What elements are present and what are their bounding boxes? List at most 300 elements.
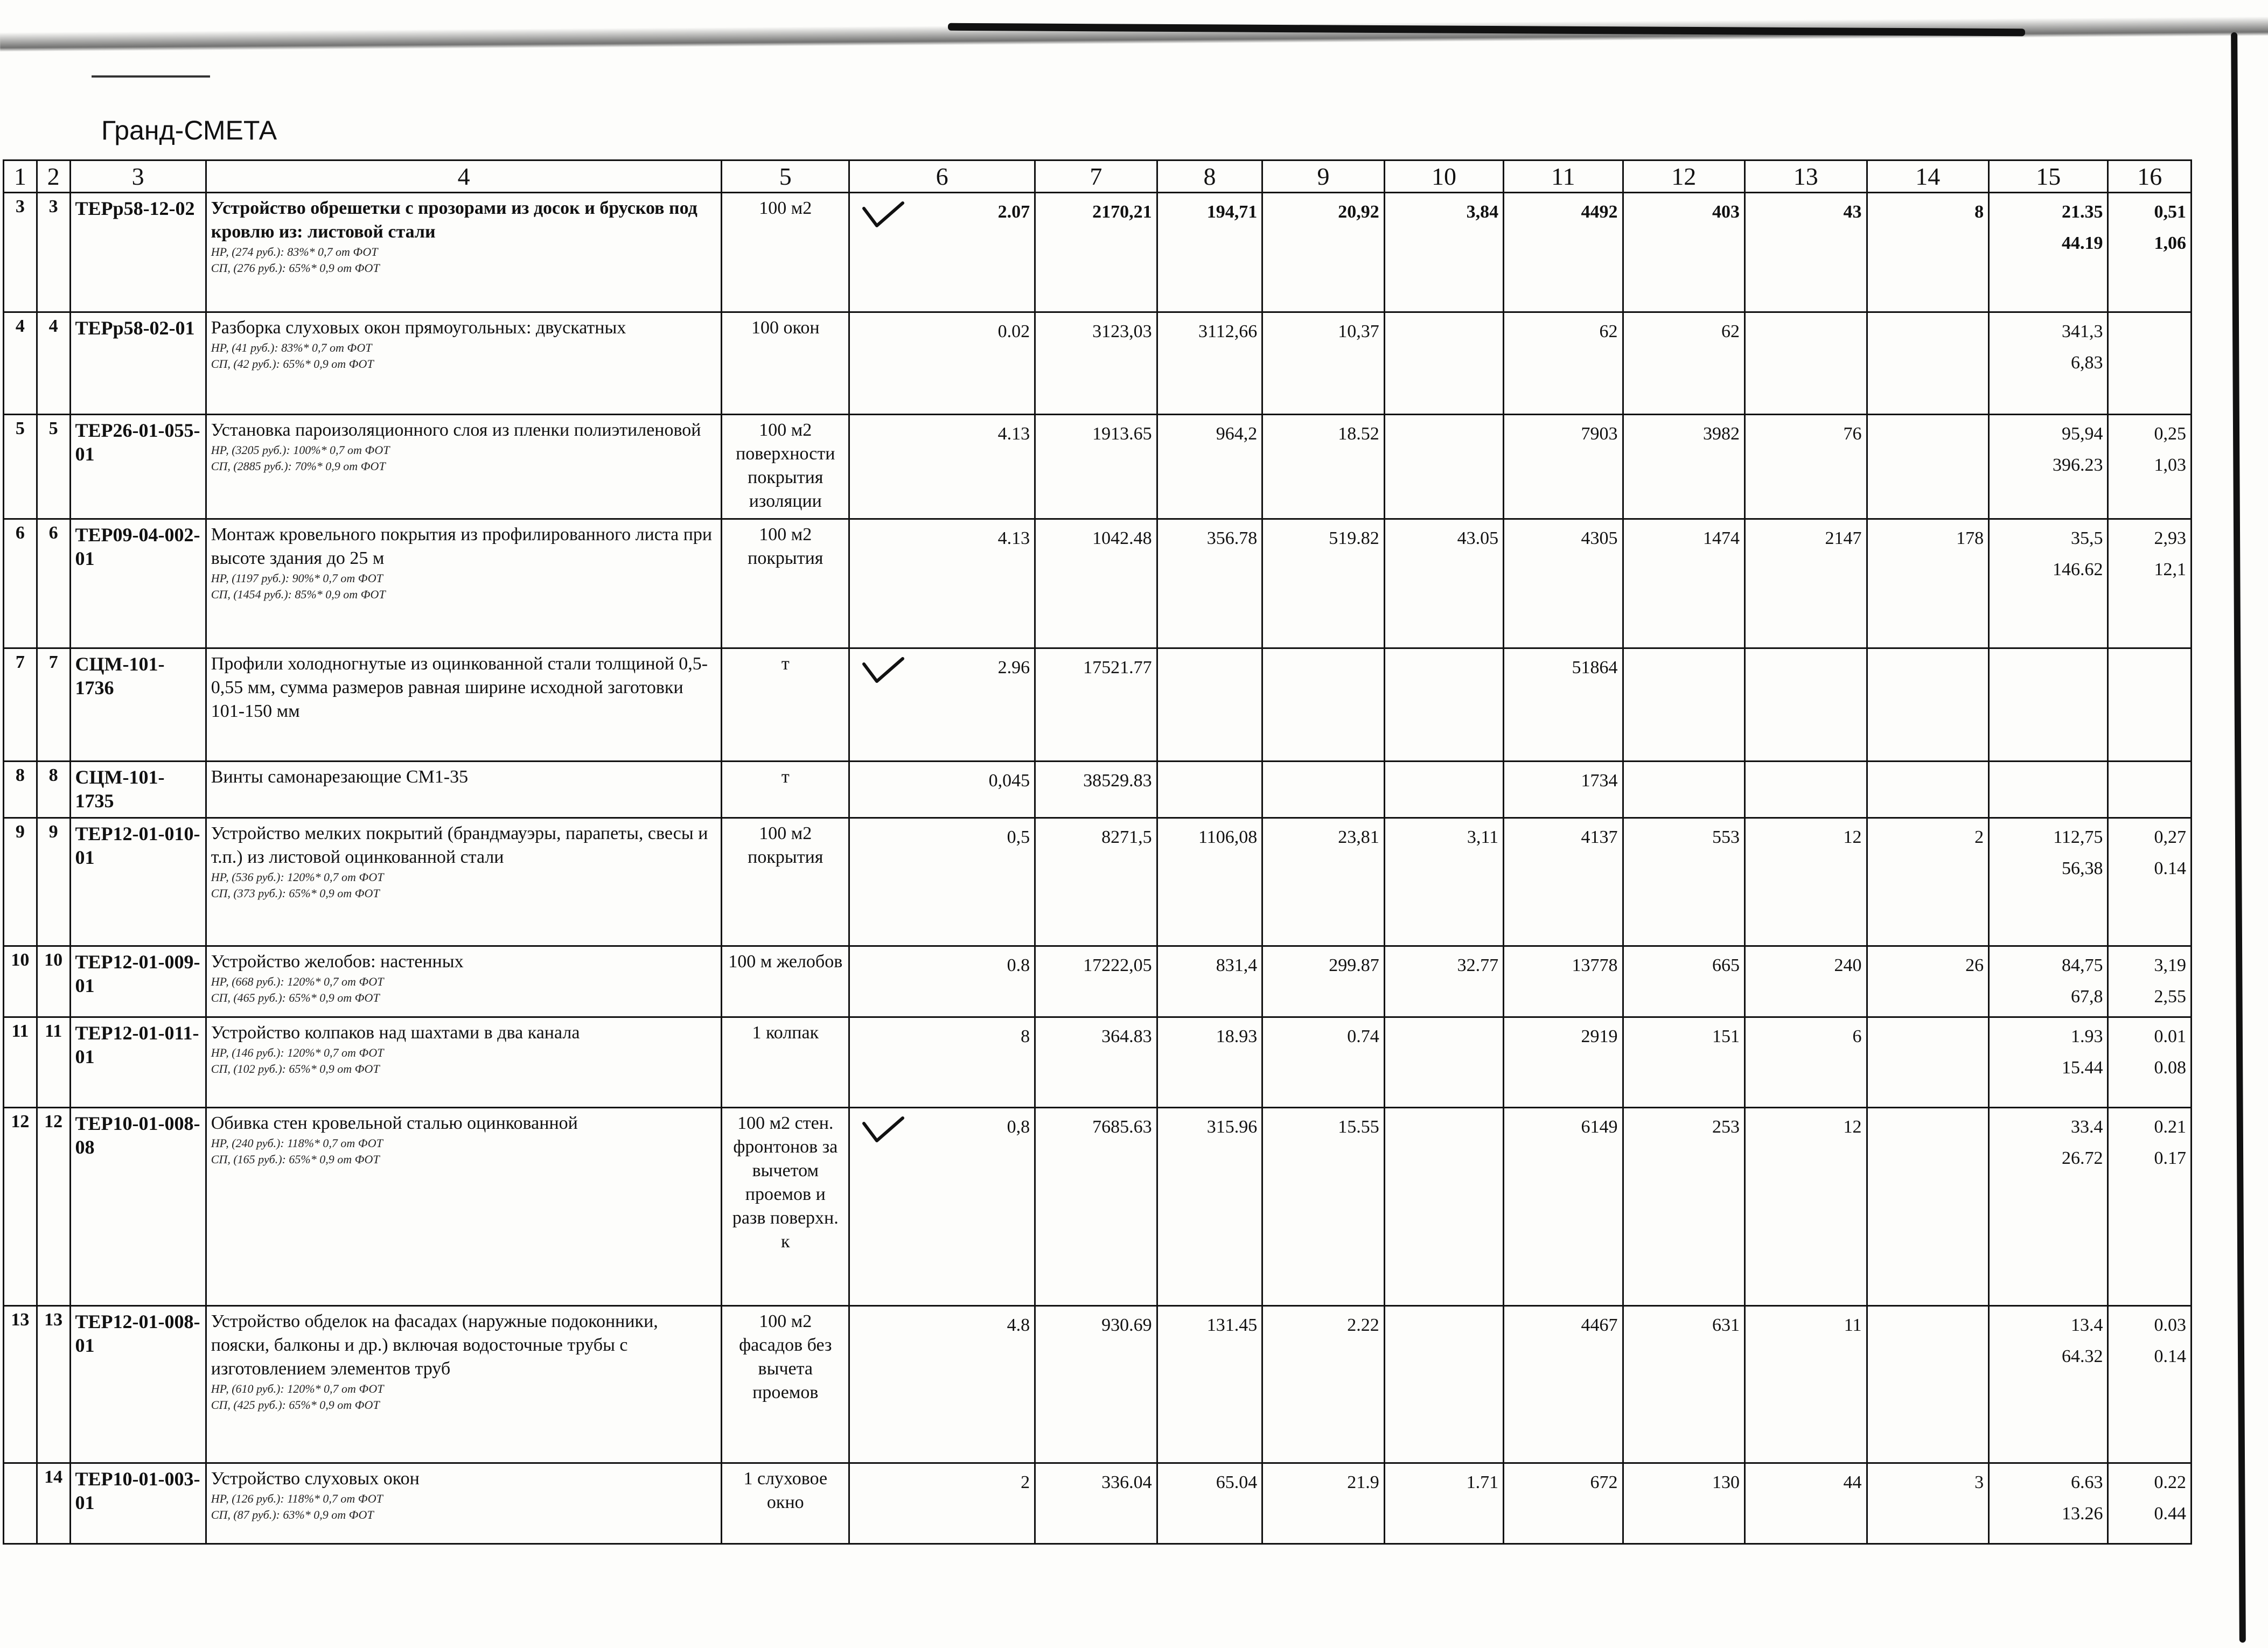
total-wages-cell [1745,648,1867,762]
column-header-4: 4 [206,160,722,193]
row-index-cell: 6 [4,519,37,648]
unit-driver-wages-cell [1384,415,1503,519]
machinist-hours-value: 0,25 [2154,424,2186,444]
check-mark-icon [862,1116,905,1146]
work-description: Монтаж кровельного покрытия из профилированного листа при высоте здания до 25 м [211,525,713,568]
machinist-hours-value: 0.14 [2154,1346,2186,1366]
total-cost-cell: 1734 [1504,762,1623,818]
rate-code-cell: ТЕР10-01-003-01 [70,1463,206,1544]
unit-machines-cell: 831,4 [1157,946,1262,1017]
total-driver-wages-cell: 26 [1867,946,1989,1017]
unit-driver-wages-cell [1384,1306,1503,1463]
quantity-cell [849,519,1035,648]
quantity-value: 2.07 [997,202,1030,222]
row-index-cell: 11 [4,1017,37,1108]
row-index-cell: 10 [4,946,37,1017]
quantity-value: 0.02 [997,322,1030,341]
row-index-cell: 8 [4,762,37,818]
work-description-cell [206,193,722,312]
unit-cell: 1 колпак [722,1017,849,1108]
labor-hours-cell [1989,1017,2108,1108]
unit-price-cell: 17222,05 [1035,946,1157,1017]
total-wages-cell: 76 [1745,415,1867,519]
unit-cell: 100 м2 [722,193,849,312]
overhead-note: СП, (2885 руб.): 70%* 0,9 от ФОТ [211,459,386,473]
unit-driver-wages-cell: 43.05 [1384,519,1503,648]
labor-hours-cell [1989,193,2108,312]
machinist-hours-value: 0,51 [2154,202,2186,222]
row-index-cell: 3 [4,193,37,312]
column-header-14: 14 [1867,160,1989,193]
labor-hours-cell [1989,415,2108,519]
machinist-hours-value: 0.01 [2154,1026,2186,1046]
column-header-12: 12 [1623,160,1745,193]
unit-machines-cell: 315.96 [1157,1108,1262,1306]
unit-machines-cell: 194,71 [1157,193,1262,312]
overhead-note: НР, (240 руб.): 118%* 0,7 от ФОТ [211,1136,383,1150]
table-row [4,946,2192,1017]
unit-cell: 1 слуховое окно [722,1463,849,1544]
column-header-7: 7 [1035,160,1157,193]
overhead-note: НР, (610 руб.): 120%* 0,7 от ФОТ [211,1382,384,1395]
machinist-hours-value: 0.44 [2154,1504,2186,1524]
unit-wages-cell: 519.82 [1262,519,1385,648]
table-row [4,1017,2192,1108]
labor-hours-value: 1.93 [2070,1026,2103,1046]
machinist-hours-value: 0.14 [2154,858,2186,878]
machinist-hours-value: 2,55 [2154,987,2186,1007]
labor-hours-cell [1989,818,2108,946]
unit-machines-cell: 3112,66 [1157,312,1262,415]
unit-driver-wages-cell [1384,648,1503,762]
total-cost-cell: 2919 [1504,1017,1623,1108]
machinist-hours-value: 2,93 [2154,528,2186,548]
unit-driver-wages-cell [1384,762,1503,818]
machinist-hours-cell [2108,193,2192,312]
unit-price-cell: 7685.63 [1035,1108,1157,1306]
overhead-note: НР, (41 руб.): 83%* 0,7 от ФОТ [211,341,372,354]
unit-machines-cell [1157,762,1262,818]
quantity-cell [849,1108,1035,1306]
rate-code-cell: СЦМ-101-1735 [70,762,206,818]
total-driver-wages-cell: 8 [1867,193,1989,312]
unit-price-cell: 3123,03 [1035,312,1157,415]
unit-wages-cell: 20,92 [1262,193,1385,312]
item-number-cell: 5 [37,415,70,519]
labor-hours-value: 15.44 [2061,1058,2103,1078]
quantity-cell [849,193,1035,312]
column-header-3: 3 [70,160,206,193]
work-description: Устройство колпаков над шахтами в два канала [211,1023,580,1043]
machinist-hours-cell [2108,648,2192,762]
rate-code-cell: ТЕР12-01-008-01 [70,1306,206,1463]
quantity-cell [849,312,1035,415]
total-machines-cell: 3982 [1623,415,1745,519]
labor-hours-value: 341,3 [2061,322,2103,341]
quantity-cell [849,1017,1035,1108]
overhead-note: СП, (465 руб.): 65%* 0,9 от ФОТ [211,991,380,1004]
work-description: Установка пароизоляционного слоя из пленки полиэтиленовой [211,420,701,440]
total-cost-cell: 13778 [1504,946,1623,1017]
unit-cell: 100 м желобов [722,946,849,1017]
unit-price-cell: 336.04 [1035,1463,1157,1544]
quantity-value: 4.13 [997,528,1030,548]
table-row [4,415,2192,519]
quantity-value: 0,5 [1007,827,1030,847]
work-description-cell [206,1108,722,1306]
total-wages-cell: 12 [1745,1108,1867,1306]
total-cost-cell: 6149 [1504,1108,1623,1306]
unit-driver-wages-cell [1384,1017,1503,1108]
column-header-10: 10 [1384,160,1503,193]
table-row [4,1306,2192,1463]
work-description: Устройство мелких покрытий (брандмауэры, парапеты, свесы и т.п.) из листовой оцинкованной стали [211,823,708,867]
unit-price-cell: 17521.77 [1035,648,1157,762]
work-description-cell [206,762,722,818]
labor-hours-value: 56,38 [2061,858,2103,878]
machinist-hours-value: 3,19 [2154,955,2186,975]
item-number-cell: 10 [37,946,70,1017]
unit-cell: 100 м2 покрытия [722,818,849,946]
overhead-note: НР, (536 руб.): 120%* 0,7 от ФОТ [211,870,384,884]
labor-hours-value: 21.35 [2061,202,2103,222]
total-wages-cell: 11 [1745,1306,1867,1463]
quantity-value: 2.96 [997,658,1030,678]
table-row [4,193,2192,312]
rate-code-cell: ТЕР26-01-055-01 [70,415,206,519]
machinist-hours-value: 0.03 [2154,1315,2186,1335]
work-description: Устройство обрешетки с прозорами из досок и брусков под кровлю из: листовой стали [211,198,697,242]
overhead-note: СП, (42 руб.): 65%* 0,9 от ФОТ [211,357,374,371]
machinist-hours-cell [2108,415,2192,519]
total-wages-cell [1745,312,1867,415]
item-number-cell: 6 [37,519,70,648]
total-driver-wages-cell [1867,1306,1989,1463]
work-description: Устройство желобов: настенных [211,952,464,972]
table-row [4,818,2192,946]
quantity-cell [849,1463,1035,1544]
overhead-note: СП, (1454 руб.): 85%* 0,9 от ФОТ [211,588,386,601]
overhead-note: СП, (373 руб.): 65%* 0,9 от ФОТ [211,886,380,900]
total-driver-wages-cell [1867,762,1989,818]
machinist-hours-value: 12,1 [2154,560,2186,579]
quantity-cell [849,415,1035,519]
total-driver-wages-cell: 2 [1867,818,1989,946]
labor-hours-value: 84,75 [2061,955,2103,975]
total-driver-wages-cell [1867,1108,1989,1306]
unit-price-cell: 930.69 [1035,1306,1157,1463]
row-index-cell [4,1463,37,1544]
overhead-note: НР, (274 руб.): 83%* 0,7 от ФОТ [211,245,378,259]
total-cost-cell: 4137 [1504,818,1623,946]
overhead-note: НР, (3205 руб.): 100%* 0,7 от ФОТ [211,443,390,457]
overhead-note: СП, (102 руб.): 65%* 0,9 от ФОТ [211,1062,380,1076]
unit-wages-cell: 0.74 [1262,1017,1385,1108]
work-description-cell [206,415,722,519]
unit-cell: 100 м2 фасадов без вычета проемов [722,1306,849,1463]
overhead-note: НР, (146 руб.): 120%* 0,7 от ФОТ [211,1046,384,1059]
unit-price-cell: 1042.48 [1035,519,1157,648]
machinist-hours-cell [2108,1463,2192,1544]
column-header-15: 15 [1989,160,2108,193]
rate-code-cell: ТЕРр58-02-01 [70,312,206,415]
unit-price-cell: 38529.83 [1035,762,1157,818]
rate-code-cell: ТЕРр58-12-02 [70,193,206,312]
total-wages-cell: 44 [1745,1463,1867,1544]
column-header-9: 9 [1262,160,1385,193]
machinist-hours-cell [2108,519,2192,648]
quantity-cell [849,946,1035,1017]
overhead-note: СП, (165 руб.): 65%* 0,9 от ФОТ [211,1153,380,1166]
labor-hours-value: 112,75 [2053,827,2103,847]
unit-wages-cell [1262,648,1385,762]
quantity-value: 4.13 [997,424,1030,444]
column-number-row [4,160,2192,193]
item-number-cell: 4 [37,312,70,415]
total-wages-cell: 12 [1745,818,1867,946]
work-description-cell [206,312,722,415]
column-header-2: 2 [37,160,70,193]
item-number-cell: 8 [37,762,70,818]
unit-driver-wages-cell: 32.77 [1384,946,1503,1017]
overhead-note: НР, (1197 руб.): 90%* 0,7 от ФОТ [211,571,383,585]
overhead-note: СП, (425 руб.): 65%* 0,9 от ФОТ [211,1398,380,1412]
column-header-5: 5 [722,160,849,193]
unit-machines-cell: 964,2 [1157,415,1262,519]
machinist-hours-cell [2108,1108,2192,1306]
machinist-hours-cell [2108,312,2192,415]
machinist-hours-value: 1,06 [2154,233,2186,253]
rate-code-cell: ТЕР12-01-010-01 [70,818,206,946]
row-index-cell: 13 [4,1306,37,1463]
unit-cell: т [722,762,849,818]
table-row [4,312,2192,415]
item-number-cell: 14 [37,1463,70,1544]
overhead-note: СП, (276 руб.): 65%* 0,9 от ФОТ [211,261,380,275]
table-row [4,762,2192,818]
unit-price-cell: 364.83 [1035,1017,1157,1108]
total-machines-cell: 130 [1623,1463,1745,1544]
table-row [4,519,2192,648]
labor-hours-value: 13.26 [2061,1504,2103,1524]
labor-hours-cell [1989,519,2108,648]
total-driver-wages-cell [1867,312,1989,415]
row-index-cell: 5 [4,415,37,519]
table-row [4,648,2192,762]
quantity-value: 4.8 [1007,1315,1030,1335]
total-cost-cell: 4305 [1504,519,1623,648]
unit-machines-cell: 356.78 [1157,519,1262,648]
total-wages-cell: 240 [1745,946,1867,1017]
check-mark-icon [862,657,905,687]
table-row [4,1463,2192,1544]
labor-hours-cell [1989,1108,2108,1306]
total-machines-cell [1623,762,1745,818]
unit-wages-cell [1262,762,1385,818]
labor-hours-value: 26.72 [2061,1148,2103,1168]
total-driver-wages-cell [1867,648,1989,762]
unit-wages-cell: 21.9 [1262,1463,1385,1544]
work-description: Профили холодногнутые из оцинкованной стали толщиной 0,5-0,55 мм, сумма размеров равная ширине исходной заготовки 101-150 мм [211,654,708,721]
labor-hours-value: 6.63 [2070,1472,2103,1492]
machinist-hours-value: 0.17 [2154,1148,2186,1168]
rate-code-cell: ТЕР10-01-008-08 [70,1108,206,1306]
total-cost-cell: 62 [1504,312,1623,415]
row-index-cell: 9 [4,818,37,946]
scan-edge-right [2231,32,2246,1643]
unit-machines-cell: 131.45 [1157,1306,1262,1463]
machinist-hours-value: 1,03 [2154,455,2186,475]
column-header-6: 6 [849,160,1035,193]
unit-driver-wages-cell [1384,312,1503,415]
column-header-13: 13 [1745,160,1867,193]
row-index-cell: 7 [4,648,37,762]
total-wages-cell: 2147 [1745,519,1867,648]
rate-code-cell: ТЕР09-04-002-01 [70,519,206,648]
labor-hours-value: 67,8 [2070,987,2103,1007]
item-number-cell: 12 [37,1108,70,1306]
quantity-cell [849,818,1035,946]
quantity-value: 8 [1021,1026,1030,1046]
unit-machines-cell: 18.93 [1157,1017,1262,1108]
total-cost-cell: 7903 [1504,415,1623,519]
overhead-note: НР, (126 руб.): 118%* 0,7 от ФОТ [211,1492,383,1505]
total-wages-cell: 6 [1745,1017,1867,1108]
machinist-hours-cell [2108,762,2192,818]
stray-pen-mark [92,75,210,78]
column-header-8: 8 [1157,160,1262,193]
work-description-cell [206,1017,722,1108]
machinist-hours-cell [2108,946,2192,1017]
labor-hours-cell [1989,1306,2108,1463]
unit-wages-cell: 2.22 [1262,1306,1385,1463]
unit-cell: 100 окон [722,312,849,415]
work-description-cell [206,946,722,1017]
overhead-note: НР, (668 руб.): 120%* 0,7 от ФОТ [211,975,384,988]
labor-hours-cell [1989,1463,2108,1544]
unit-driver-wages-cell: 1.71 [1384,1463,1503,1544]
column-header-11: 11 [1504,160,1623,193]
labor-hours-value: 33.4 [2070,1117,2103,1137]
unit-machines-cell: 1106,08 [1157,818,1262,946]
labor-hours-value: 35,5 [2070,528,2103,548]
estimate-table [3,159,2192,1545]
column-header-1: 1 [4,160,37,193]
total-driver-wages-cell [1867,1017,1989,1108]
unit-machines-cell [1157,648,1262,762]
work-description: Устройство обделок на фасадах (наружные подоконники, пояски, балконы и др.) включая водосточные трубы с изготовлением элементов труб [211,1311,658,1379]
total-wages-cell [1745,762,1867,818]
total-machines-cell: 665 [1623,946,1745,1017]
total-wages-cell: 43 [1745,193,1867,312]
quantity-cell [849,648,1035,762]
unit-wages-cell: 10,37 [1262,312,1385,415]
item-number-cell: 3 [37,193,70,312]
labor-hours-value: 146.62 [2052,560,2103,579]
total-machines-cell: 253 [1623,1108,1745,1306]
labor-hours-value: 44.19 [2061,233,2103,253]
item-number-cell: 7 [37,648,70,762]
quantity-value: 0.8 [1007,955,1030,975]
unit-cell: 100 м2 поверхности покрытия изоляции [722,415,849,519]
labor-hours-cell [1989,312,2108,415]
unit-wages-cell: 15.55 [1262,1108,1385,1306]
total-driver-wages-cell: 178 [1867,519,1989,648]
work-description-cell [206,519,722,648]
check-mark-icon [862,201,905,231]
quantity-value: 0,8 [1007,1117,1030,1137]
labor-hours-cell [1989,946,2108,1017]
total-cost-cell: 4467 [1504,1306,1623,1463]
total-cost-cell: 672 [1504,1463,1623,1544]
work-description: Обивка стен кровельной сталью оцинкованной [211,1113,578,1133]
total-driver-wages-cell [1867,415,1989,519]
work-description-cell [206,648,722,762]
total-machines-cell: 553 [1623,818,1745,946]
total-cost-cell: 4492 [1504,193,1623,312]
work-description: Устройство слуховых окон [211,1469,420,1489]
labor-hours-value: 396.23 [2052,455,2103,475]
labor-hours-value: 13.4 [2070,1315,2103,1335]
item-number-cell: 13 [37,1306,70,1463]
machinist-hours-cell [2108,1306,2192,1463]
table-row [4,1108,2192,1306]
item-number-cell: 9 [37,818,70,946]
machinist-hours-value: 0.21 [2154,1117,2186,1137]
quantity-value: 0,045 [988,771,1030,791]
total-machines-cell: 151 [1623,1017,1745,1108]
work-description-cell [206,1306,722,1463]
rate-code-cell: ТЕР12-01-009-01 [70,946,206,1017]
machinist-hours-value: 0.08 [2154,1058,2186,1078]
total-driver-wages-cell: 3 [1867,1463,1989,1544]
work-description: Винты самонарезающие СМ1-35 [211,767,469,787]
work-description: Разборка слуховых окон прямоугольных: двускатных [211,318,626,338]
row-index-cell: 4 [4,312,37,415]
labor-hours-cell [1989,762,2108,818]
unit-price-cell: 2170,21 [1035,193,1157,312]
unit-driver-wages-cell: 3,11 [1384,818,1503,946]
total-machines-cell: 1474 [1623,519,1745,648]
quantity-value: 2 [1021,1472,1030,1492]
machinist-hours-cell [2108,1017,2192,1108]
labor-hours-value: 64.32 [2061,1346,2103,1366]
work-description-cell [206,818,722,946]
column-header-16: 16 [2108,160,2192,193]
unit-machines-cell: 65.04 [1157,1463,1262,1544]
quantity-cell [849,762,1035,818]
total-machines-cell: 631 [1623,1306,1745,1463]
unit-cell: 100 м2 стен. фронтонов за вычетом проемов и разв поверхн. к [722,1108,849,1306]
overhead-note: СП, (87 руб.): 63%* 0,9 от ФОТ [211,1508,374,1521]
labor-hours-value: 95,94 [2061,424,2103,444]
quantity-cell [849,1306,1035,1463]
table-body [4,193,2192,1544]
unit-wages-cell: 23,81 [1262,818,1385,946]
total-machines-cell: 62 [1623,312,1745,415]
unit-price-cell: 8271,5 [1035,818,1157,946]
unit-wages-cell: 299.87 [1262,946,1385,1017]
unit-driver-wages-cell: 3,84 [1384,193,1503,312]
total-machines-cell: 403 [1623,193,1745,312]
unit-cell: 100 м2 покрытия [722,519,849,648]
unit-cell: т [722,648,849,762]
work-description-cell [206,1463,722,1544]
rate-code-cell: ТЕР12-01-011-01 [70,1017,206,1108]
unit-price-cell: 1913.65 [1035,415,1157,519]
total-cost-cell: 51864 [1504,648,1623,762]
rate-code-cell: СЦМ-101-1736 [70,648,206,762]
